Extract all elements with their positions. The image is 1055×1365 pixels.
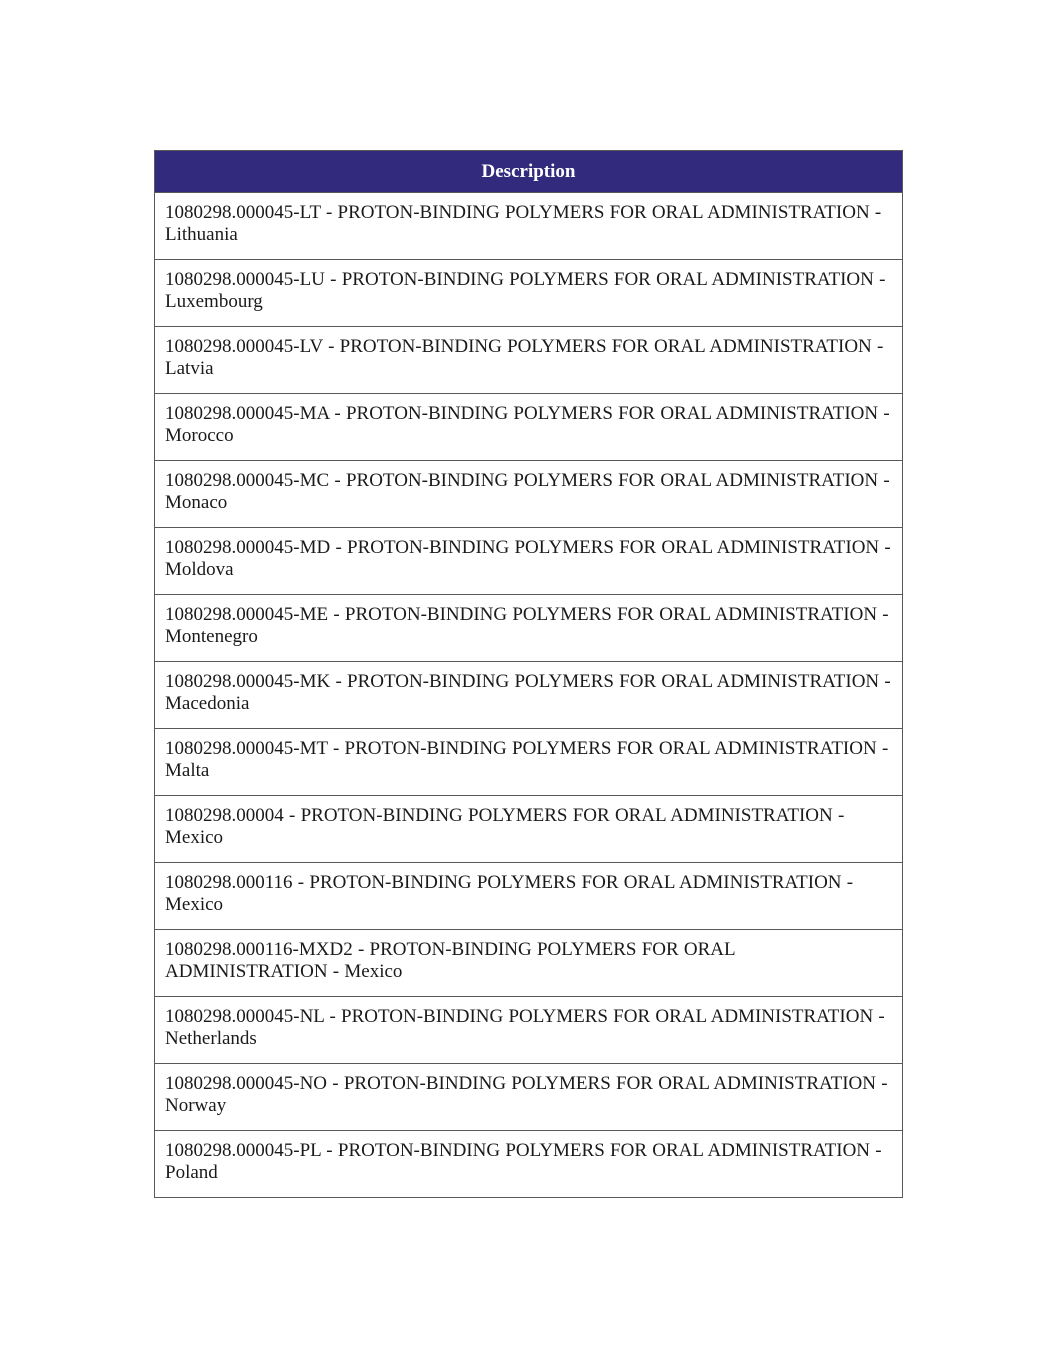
- description-cell: 1080298.000045-MA - PROTON-BINDING POLYMERS FOR ORAL ADMINISTRATION - Morocco: [155, 394, 903, 461]
- description-cell: 1080298.000045-MT - PROTON-BINDING POLYMERS FOR ORAL ADMINISTRATION - Malta: [155, 729, 903, 796]
- description-cell: 1080298.000045-MC - PROTON-BINDING POLYMERS FOR ORAL ADMINISTRATION - Monaco: [155, 461, 903, 528]
- description-cell: 1080298.000045-MD - PROTON-BINDING POLYMERS FOR ORAL ADMINISTRATION - Moldova: [155, 528, 903, 595]
- description-cell: 1080298.000045-MK - PROTON-BINDING POLYMERS FOR ORAL ADMINISTRATION - Macedonia: [155, 662, 903, 729]
- header-row: [155, 151, 903, 193]
- table-row: [155, 863, 903, 930]
- table-row: [155, 394, 903, 461]
- table-row: [155, 461, 903, 528]
- description-cell: 1080298.000116 - PROTON-BINDING POLYMERS FOR ORAL ADMINISTRATION - Mexico: [155, 863, 903, 930]
- description-cell: 1080298.000045-NL - PROTON-BINDING POLYMERS FOR ORAL ADMINISTRATION - Netherlands: [155, 997, 903, 1064]
- description-table-body: [155, 193, 903, 1198]
- description-column-header: Description: [155, 151, 903, 193]
- description-cell: 1080298.000045-NO - PROTON-BINDING POLYMERS FOR ORAL ADMINISTRATION - Norway: [155, 1064, 903, 1131]
- table-row: [155, 729, 903, 796]
- description-cell: 1080298.000116-MXD2 - PROTON-BINDING POLYMERS FOR ORAL ADMINISTRATION - Mexico: [155, 930, 903, 997]
- description-table-head: [155, 151, 903, 193]
- table-row: [155, 1131, 903, 1198]
- description-cell: 1080298.000045-LU - PROTON-BINDING POLYMERS FOR ORAL ADMINISTRATION - Luxembourg: [155, 260, 903, 327]
- table-row: [155, 193, 903, 260]
- description-cell: 1080298.000045-ME - PROTON-BINDING POLYMERS FOR ORAL ADMINISTRATION - Montenegro: [155, 595, 903, 662]
- description-cell: 1080298.000045-PL - PROTON-BINDING POLYMERS FOR ORAL ADMINISTRATION - Poland: [155, 1131, 903, 1198]
- description-table: [154, 150, 903, 1198]
- table-row: [155, 528, 903, 595]
- description-cell: 1080298.000045-LT - PROTON-BINDING POLYMERS FOR ORAL ADMINISTRATION - Lithuania: [155, 193, 903, 260]
- table-row: [155, 662, 903, 729]
- table-row: [155, 260, 903, 327]
- table-row: [155, 930, 903, 997]
- table-row: [155, 327, 903, 394]
- table-row: [155, 1064, 903, 1131]
- table-row: [155, 796, 903, 863]
- table-row: [155, 595, 903, 662]
- table-row: [155, 997, 903, 1064]
- description-cell: 1080298.00004 - PROTON-BINDING POLYMERS FOR ORAL ADMINISTRATION - Mexico: [155, 796, 903, 863]
- description-cell: 1080298.000045-LV - PROTON-BINDING POLYMERS FOR ORAL ADMINISTRATION - Latvia: [155, 327, 903, 394]
